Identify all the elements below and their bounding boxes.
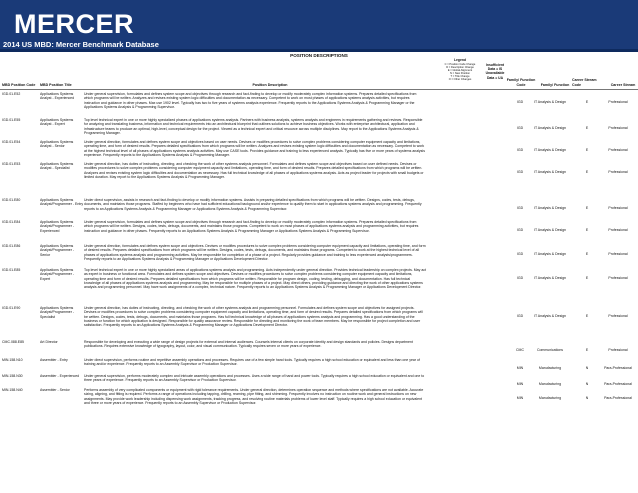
family-function-code: IGD — [516, 100, 524, 104]
position-description: Performs assembly of very complicated components or equipment with rigid tolerance requirements. Under general direction, determines operation sequence and methods where specifications are not available. Accurate sizing, aligning, and fitting is required. Performs a range of operations including tapping, drilling, reaming, pipe fitting, and shimming. Frequently involves no instruction on routine work and general instructions on new assignments. May provide work leadership including dispensing work assignments, tracking progress, and resolving routine materials problems of lower level staff. Typically requires a high school education or equivalent and three or more years of experience. Frequently reports to an Assembly Supervisor or Production Supervisor. — [84, 388, 424, 405]
career-stream-code: E — [585, 314, 589, 318]
position-code: IGD.01.E84 — [2, 220, 21, 224]
col-head-position-description: Position Description — [252, 82, 288, 87]
position-description: Under direct supervision, performs routine and repetitive assembly operations and processes. Requires use of a few simple hand tools. Typically requires a high school education or equivalent and less than one year of training and/or experience. Frequently reports to an Assembly Supervisor or Production Supervisor. — [84, 358, 420, 367]
position-description: Top level technical expert in one or more highly specialized areas of applications systems analysis and programming. Acts independently under general direction. Provides technical leadership on complex projects. May act as expert in business or functional area. Formulates and defines system scope and objectives. Devises or modifies procedures to solve complex problems considering computer equipment capacity and limitations, operating time and form of desired results. Prepares detailed specifications from which programs will be written. Responsible for program design, coding, testing, debugging, and documentation. Has full technical knowledge of all phases of applications systems analysis and programming. May be responsible for multiple phases of a project. May direct others, providing guidance and directing the work of other applications systems analysis and programming personnel. May have work assignments of a complex, technical nature. Frequently reports to an Applications Systems Analysis & Programming Manager or Applications Development Director. — [84, 268, 427, 290]
legend-line: E = Global Alignment — [447, 68, 473, 72]
position-title: Assembler - Senior — [40, 388, 70, 392]
position-code: IGD.01.E53 — [2, 162, 21, 166]
career-stream: Professional — [608, 126, 628, 130]
career-stream-code: E — [585, 126, 589, 130]
career-stream-code: N — [585, 382, 589, 386]
career-stream: Para-Professional — [604, 382, 632, 386]
position-title: Applications Systems Analyst/Programmer - Experienced — [40, 220, 75, 233]
position-title: Assembler - Experienced — [40, 374, 80, 378]
position-title: Applications Systems Analyst - Specialist — [40, 162, 74, 171]
family-function-code: IGD — [516, 314, 524, 318]
family-function-code: IGD — [516, 228, 524, 232]
position-title: Applications Systems Analyst/Programmer - Entry — [40, 198, 84, 207]
legend-title: Legend — [453, 58, 467, 62]
family-function-code: IGD — [516, 276, 524, 280]
career-stream: Para-Professional — [604, 366, 632, 370]
position-title: Art Director — [40, 340, 58, 344]
position-code: IGD.01.E52 — [2, 92, 21, 96]
family-function: IT Analysis & Design — [533, 206, 567, 210]
header-divider — [0, 89, 638, 90]
career-stream: Professional — [608, 100, 628, 104]
career-stream: Professional — [608, 148, 628, 152]
family-function: IT Analysis & Design — [533, 100, 567, 104]
position-code: IGD.01.E55 — [2, 118, 21, 122]
position-code: IGD.01.E90 — [2, 306, 21, 310]
col-head-family-function-code: Family/ Function Code — [506, 78, 536, 87]
position-description: Under general direction, formulates and defines system scope and objectives. Devises or modifies procedures to solve complex problems considering computer equipment capacity and limitations, operating time, and form of desired results. Prepares detailed specifications from which programs will be written. Designs, codes, tests, debugs, documents, and maintains those programs. Competent to work at the highest technical level of all phases of applications systems analysis and programming activities. May be responsible for completion of a phase of a project. Regularly provides guidance and training to less experienced analysts/programmers. Frequently reports to an Applications Systems Analysis & Programming Manager or Applications Development Director. — [84, 244, 426, 261]
position-code: IGD.01.E54 — [2, 140, 21, 144]
family-function: IT Analysis & Design — [533, 276, 567, 280]
position-code: IGD.01.E80 — [2, 198, 21, 202]
family-function-code: IGD — [516, 252, 524, 256]
position-code: IGD.01.E86 — [2, 244, 21, 248]
document-subtitle: 2014 US MBD: Mercer Benchmark Database — [3, 40, 159, 49]
position-description: Under general direction, has duties of instructing, directing, and checking the work of other systems analysis and programming personnel. Formulates and defines system scope and objectives for assigned projects. Devises or modifies procedures to solve complex problems considering computer equipment capacity and limitations, operating time, and form of desired results. Prepares detailed specifications from which programs will be written. Designs, codes, tests, debugs, documents, and maintains those programs. Has full technical knowledge of all phases of applications systems analysis and programming. Has a good understanding of the business or function for which application is designed. Responsible for quality assurance review. Responsible for directing and monitoring the work of team members. May be responsible for project completion and user satisfaction. Frequently reports to an Applications Systems Analysis & Programming Manager or Applications Development Director. — [84, 306, 423, 328]
position-title: Applications Systems Analyst - Experienced — [40, 92, 75, 101]
col-head-insufficient: Insufficient Data = IS Unavailable Data = UA — [485, 63, 505, 80]
position-description: Responsible for developing and executing a wide range of design projects for external and internal audiences. Counsels internal clients on corporate identity and design standards and policies. Designs department publications. Requires extensive knowledge of typography, layout, color, and visual communication. Typically requires seven or more years of experience. — [84, 340, 413, 349]
col-head-position-title: MBD Position Title — [40, 82, 72, 87]
position-description: Under general supervision, performs moderately complex and intricate assembly operations and processes. Uses a wide range of hand and power tools. Typically requires a high school education or equivalent and one to three years of experience. Frequently reports to an Assembly Supervisor or Production Supervisor. — [84, 374, 425, 383]
position-title: Applications Systems Analyst/Programmer - Specialist — [40, 306, 75, 319]
family-function-code: IGD — [516, 206, 524, 210]
family-function-code: MIN — [516, 396, 524, 400]
family-function: IT Analysis & Design — [533, 148, 567, 152]
legend-line: D = Description Change — [446, 65, 474, 69]
career-stream: Para-Professional — [604, 396, 632, 400]
career-stream-code: E — [585, 252, 589, 256]
career-stream-code: E — [585, 348, 589, 352]
position-description: Under general supervision, formulates and defines system scope and objectives through research and fact-finding to develop or modify moderately complex information systems. Prepares detailed specifications from which programs will be written. Analyzes and revises existing system logic difficulties and documentation as necessary. Competent to work on most phases of applications systems analysis activities, but requires instruction and guidance in other phases. Max use 1902 level. Typically has two to five years of systems analysis experience. Frequently reports to the Applications Systems Analysis & Programming Manager or the Applications Systems Analysis & Programming Supervisor. — [84, 92, 417, 109]
col-head-position-code: MBD Position Code — [2, 82, 36, 87]
family-function: IT Analysis & Design — [533, 126, 567, 130]
career-stream-code: E — [585, 148, 589, 152]
position-description: Under general supervision, formulates and defines system scope and objectives through research and fact-finding to develop or modify moderately complex information systems. Prepares detailed specifications from which programs will be written. Designs, codes, tests, debugs, documents, and maintains those programs. Competent to work on most phases of applications systems analysis and programming activities, but requires instruction and guidance in other phases. Frequently reports to an Applications Systems Analysis & Programming Manager or Applications Systems Analysis & Programming Supervisor. — [84, 220, 419, 233]
career-stream: Professional — [608, 170, 628, 174]
career-stream: Professional — [608, 276, 628, 280]
position-code: IGD.01.E85 — [2, 268, 21, 272]
legend-line: T = Title Change — [450, 74, 470, 78]
career-stream: Professional — [608, 314, 628, 318]
col-head-family-function: Family/ Function — [540, 82, 570, 87]
position-description: Under general direction, has duties of instructing, directing, and checking the work of other systems analysis personnel. Formulates and defines system scope and objectives based on user defined needs. Devises or modifies procedures to solve complex problems considering computer equipment capacity and limitations, operating time, and form of desired results. Prepares detailed specifications from which programs will be written. Analyzes and revises existing system logic difficulties and documentation as necessary. Has full technical knowledge of all phases of applications systems analysis. Acts as project leader for projects with small budgets or limited duration. May report to the Applications Systems Analysis & Programming Manager. — [84, 162, 424, 179]
family-function: IT Analysis & Design — [533, 252, 567, 256]
col-head-career-stream-code: Career Stream Code — [572, 78, 597, 87]
header-banner — [0, 0, 638, 50]
career-stream-code: E — [585, 228, 589, 232]
career-stream-code: N — [585, 396, 589, 400]
career-stream: Professional — [608, 348, 628, 352]
family-function-code: IGD — [516, 148, 524, 152]
family-function-code: CMC — [516, 348, 524, 352]
position-description: Under direct supervision, assists in research and fact-finding to develop or modify information systems. Assists in preparing detailed specifications from which programs will be written. Designs, codes, tests, debugs, documents, and maintains those programs. Staffed by beginners who have had sufficient educational background and/or experience to qualify them to start in applications systems analysis and programming. Frequently reports to an Applications Systems Analysis & Programming Manager or Applications Systems Analysis & Programming Supervisor. — [84, 198, 422, 211]
family-function-code: MIN — [516, 382, 524, 386]
career-stream: Professional — [608, 206, 628, 210]
position-title: Applications Systems Analyst/Programmer - Expert — [40, 268, 75, 281]
mercer-logo: MERCER — [14, 9, 135, 39]
family-function: Manufacturing — [538, 366, 562, 370]
position-code: CMC.088.E85 — [2, 340, 24, 344]
career-stream-code: E — [585, 276, 589, 280]
position-title: Applications Systems Analyst - Expert — [40, 118, 74, 127]
family-function: Manufacturing — [538, 382, 562, 386]
position-code: MIN.158.N10 — [2, 358, 23, 362]
family-function-code: IGD — [516, 170, 524, 174]
career-stream-code: E — [585, 100, 589, 104]
family-function: Manufacturing — [538, 396, 562, 400]
legend-line: N = New Position — [450, 71, 470, 75]
career-stream: Professional — [608, 228, 628, 232]
legend-line: C = Position Code Change — [444, 62, 476, 66]
position-code: MIN.158.N40 — [2, 388, 23, 392]
position-description: Under general direction, formulates and defines system scope and objectives based on user needs. Devises or modifies procedures to solve complex problems considering computer equipment capacity and limitations, operating time, and form of desired results. Prepares detailed specifications from which programs will be written. Analyzes and revises existing system logic difficulties and documentation as necessary. Competent to work at the highest technical level of all phases of applications systems analysis activities. May use CASE tools. Provides guidance and training to less experienced analysts. Typically has five or more years of systems analysis experience. Frequently reports to the Applications Systems Analysis & Programming Manager. — [84, 140, 425, 157]
family-function-code: IGD — [516, 126, 524, 130]
career-stream-code: E — [585, 170, 589, 174]
career-stream-code: N — [585, 366, 589, 370]
position-code: MIN.158.N30 — [2, 374, 23, 378]
family-function-code: MIN — [516, 366, 524, 370]
position-title: Applications Systems Analyst/Programmer - Senior — [40, 244, 75, 257]
position-description: Top level technical expert in one or more highly specialized phases of applications systems analysis. Partners with business analysts, systems analysts and engineers in requirements gathering and reviews. Responsible for analyzing and translating business, information and technical requirements into an architectural blueprint that outlines solutions to achieve business objectives. Works with enterprise architectural, application and infrastructure teams to produce an optimal, high-level, conceptual design for the project. Viewed as a technical expert and critical resource across multiple disciplines. May report to the Applications Systems Analysis & Programming Manager. — [84, 118, 423, 135]
legend-line: O = Other Changes — [448, 78, 472, 82]
col-head-career-stream: Career Stream — [610, 82, 636, 87]
section-title: POSITION DESCRIPTIONS — [290, 53, 348, 58]
family-function: Communications — [536, 348, 564, 352]
position-title: Assembler - Entry — [40, 358, 68, 362]
family-function: IT Analysis & Design — [533, 314, 567, 318]
position-title: Applications Systems Analyst - Senior — [40, 140, 74, 149]
family-function: IT Analysis & Design — [533, 228, 567, 232]
career-stream-code: E — [585, 206, 589, 210]
career-stream: Professional — [608, 252, 628, 256]
family-function: IT Analysis & Design — [533, 170, 567, 174]
legend — [439, 59, 481, 81]
